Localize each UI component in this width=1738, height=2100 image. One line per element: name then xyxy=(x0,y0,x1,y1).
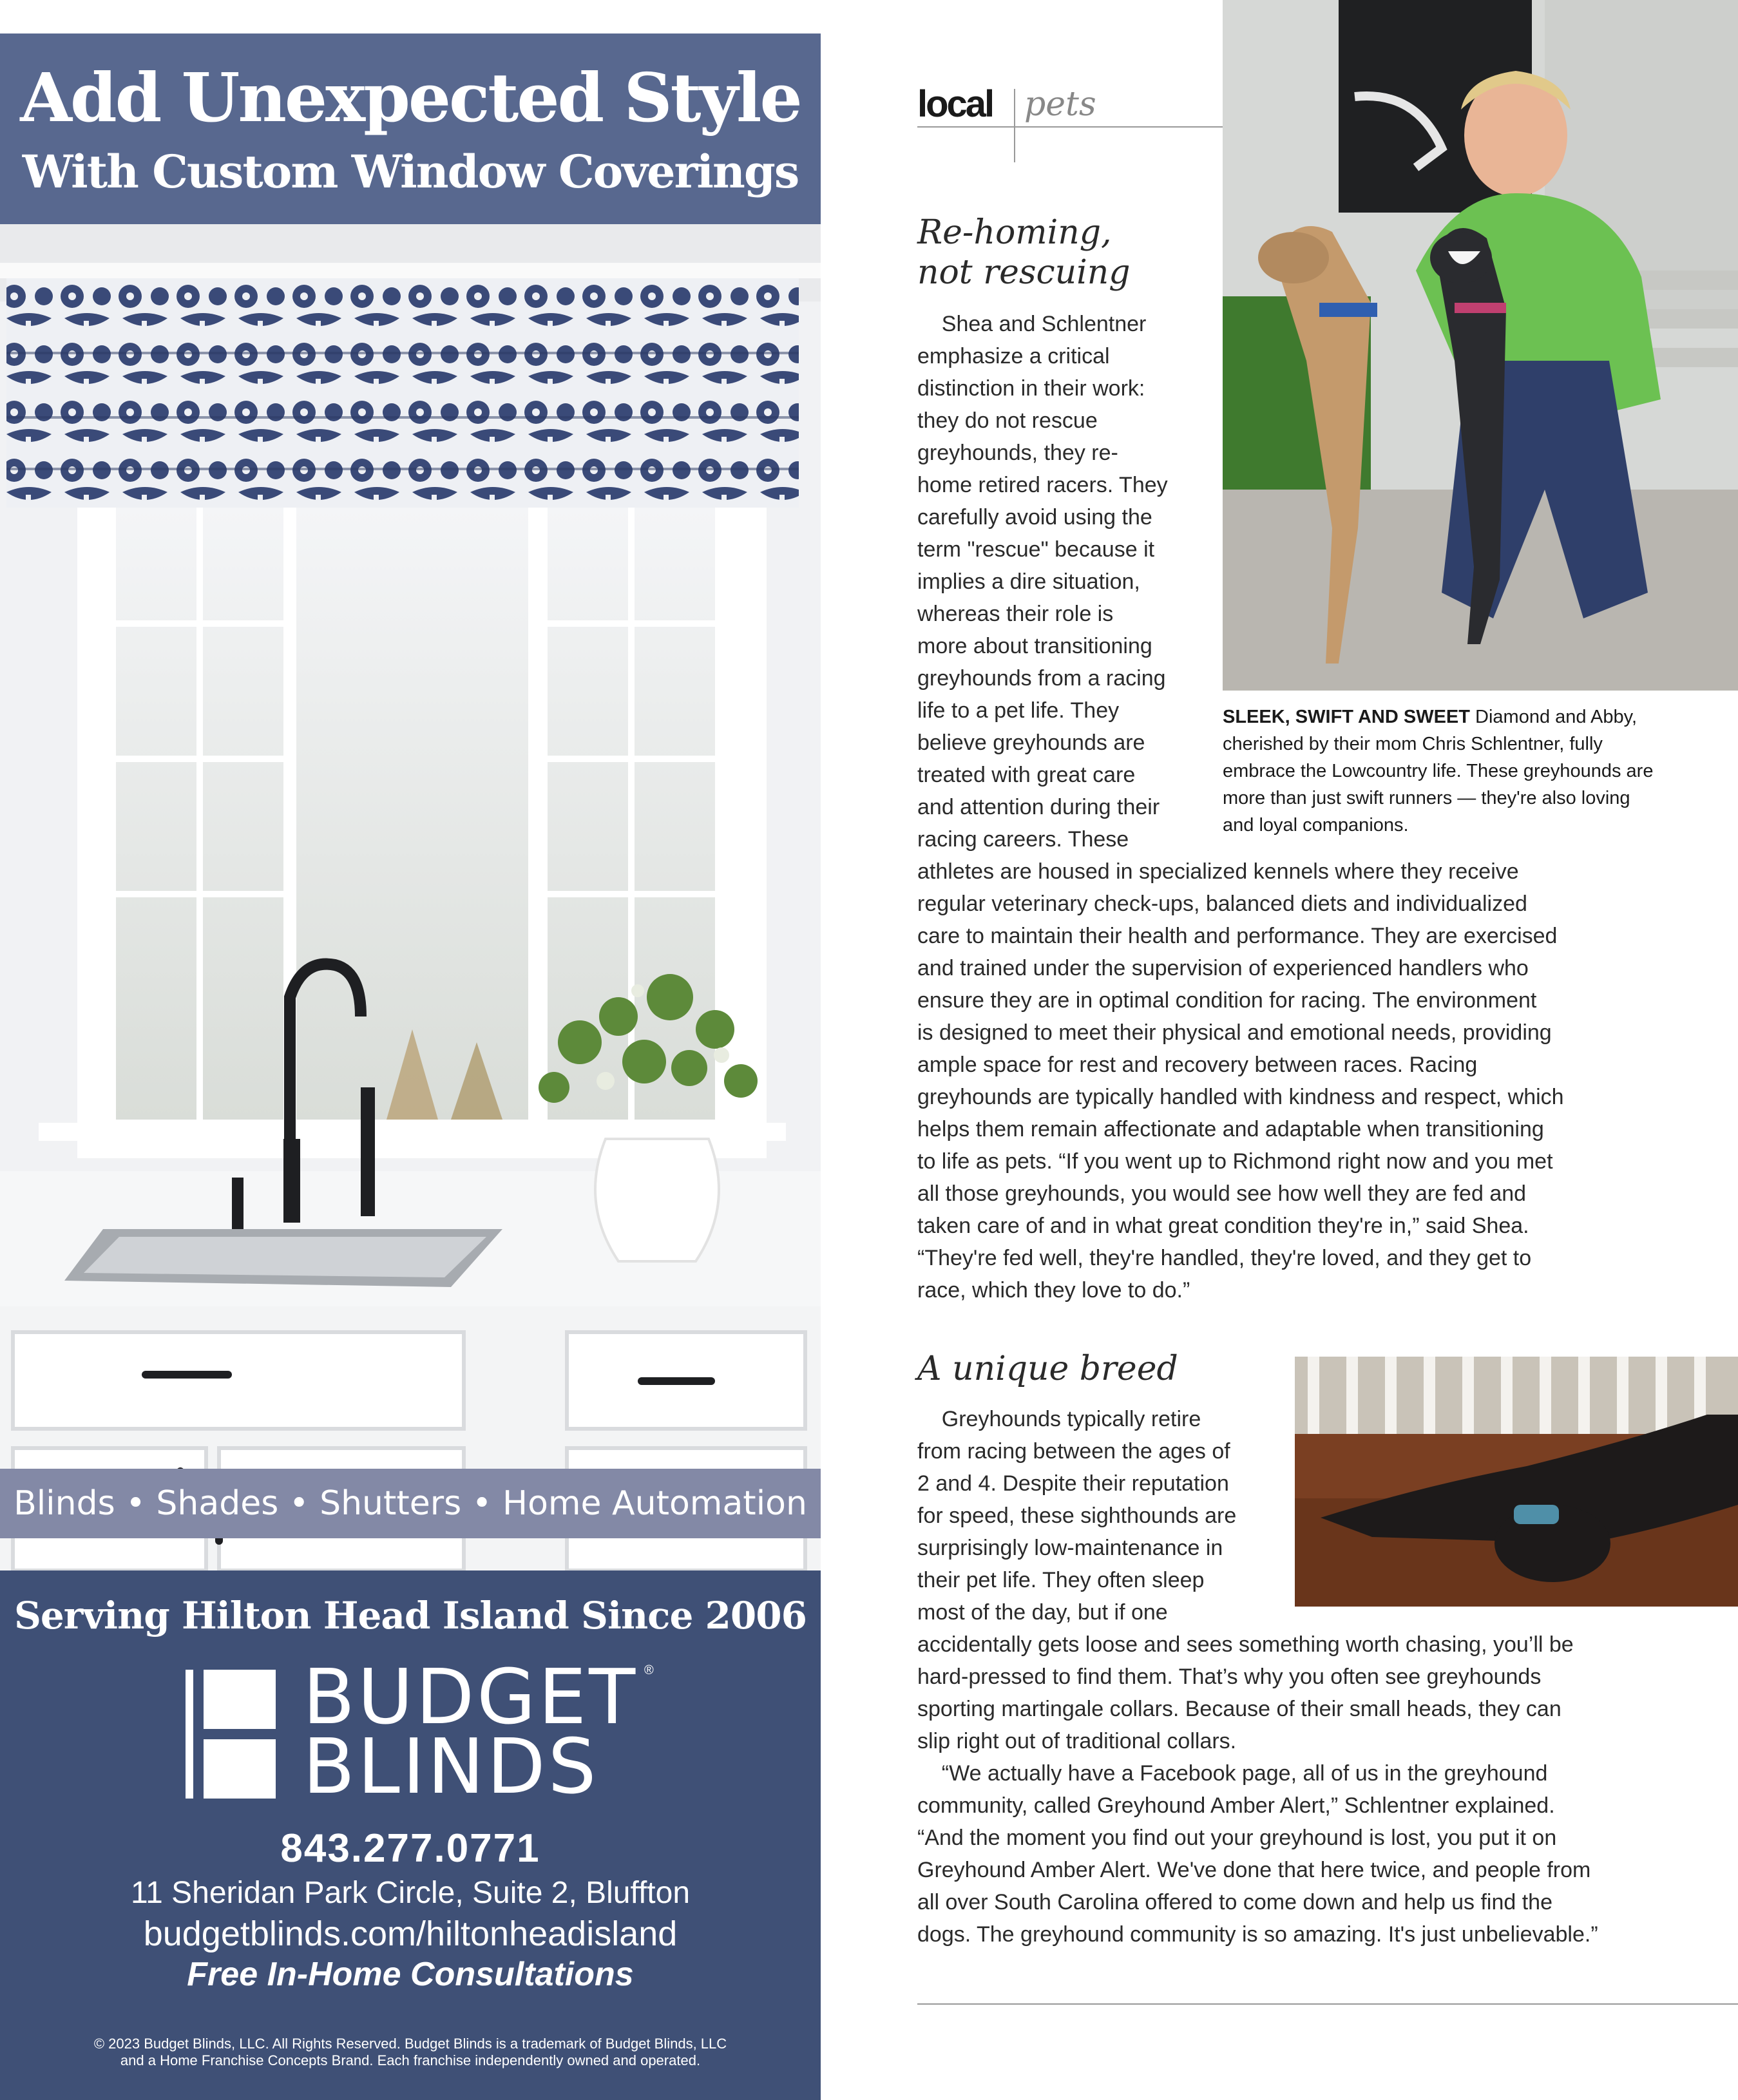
legal-notice-line: and a Home Franchise Concepts Brand. Each franchise independently owned and operated. xyxy=(120,2052,701,2068)
caption-text: and loyal companions. xyxy=(1223,815,1409,835)
article-text-line: taken care of and in what great condition they're in,” said Shea. xyxy=(917,1214,1529,1238)
article-text-line: implies a dire situation, xyxy=(917,569,1140,594)
article-text-line: emphasize a critical xyxy=(917,344,1110,368)
budget-blinds-logo-icon xyxy=(186,1670,276,1799)
article-text-line: greyhounds from a racing xyxy=(917,666,1166,691)
page-bottom-rule xyxy=(917,2003,1738,2005)
article-text-line: athletes are housed in specialized kennels where they receive xyxy=(917,859,1519,884)
article-text-line: treated with great care xyxy=(917,763,1136,787)
caption-text: Diamond and Abby, xyxy=(1469,707,1638,727)
logo-text-blinds: BLINDS xyxy=(303,1722,599,1811)
article-text-line: and attention during their xyxy=(917,795,1160,819)
caption-text: cherished by their mom Chris Schlentner, fully xyxy=(1223,734,1603,754)
article-text-line: 2 and 4. Despite their reputation xyxy=(917,1471,1229,1496)
article-text-line: their pet life. They often sleep xyxy=(917,1568,1205,1592)
article-text-line: more about transitioning xyxy=(917,634,1152,658)
subhead-line: not rescuing xyxy=(917,253,1131,292)
subhead-rehoming xyxy=(917,213,1131,292)
article-text-line: believe greyhounds are xyxy=(917,730,1145,755)
article-text-line: “And the moment you find out your greyhound is lost, you put it on xyxy=(917,1826,1557,1850)
article-text-line: carefully avoid using the xyxy=(917,505,1152,530)
article-text-line: dogs. The greyhound community is so amazing. It's just unbelievable.” xyxy=(917,1922,1598,1947)
logo-text-budget: BUDGET xyxy=(303,1652,638,1741)
article-text-line: ensure they are in optimal condition for racing. The environment xyxy=(917,988,1537,1013)
article-text-line: accidentally gets loose and sees something worth chasing, you’ll be xyxy=(917,1632,1574,1657)
article-text-line: “We actually have a Facebook page, all of us in the greyhound xyxy=(917,1761,1548,1786)
caption-text: more than just swift runners — they're also loving xyxy=(1223,788,1630,808)
article-text-line: term "rescue" because it xyxy=(917,537,1155,562)
sleeping-greyhound-photo xyxy=(1295,1357,1738,1607)
article-text-line: greyhounds, they re- xyxy=(917,441,1118,465)
caption-text: embrace the Lowcountry life. These greyhounds are xyxy=(1223,761,1654,781)
article-text-line: community, called Greyhound Amber Alert,” Schlentner explained. xyxy=(917,1793,1555,1818)
article-text-line: Shea and Schlentner xyxy=(917,312,1147,336)
section-divider xyxy=(1014,89,1015,162)
ad-contact-panel xyxy=(0,1570,821,2100)
article-text-line: surprisingly low-maintenance in xyxy=(917,1536,1223,1560)
article-text-line: home retired racers. They xyxy=(917,473,1168,497)
article-text-line: sporting martingale collars. Because of their small heads, they can xyxy=(917,1697,1561,1721)
ad-subheadline: With Custom Window Coverings xyxy=(22,145,799,198)
website-link[interactable]: budgetblinds.com/hiltonheadisland xyxy=(143,1914,678,1953)
article-text-line: all those greyhounds, you would see how well they are fed and xyxy=(917,1181,1527,1206)
services-bar: Blinds • Shades • Shutters • Home Automation xyxy=(0,1469,821,1538)
article-text-line: ample space for rest and recovery between races. Racing xyxy=(917,1053,1478,1077)
article-text-line: is designed to meet their physical and emotional needs, providing xyxy=(917,1020,1552,1045)
article-text-line: life to a pet life. They xyxy=(917,698,1120,723)
article-text-line: from racing between the ages of xyxy=(917,1439,1230,1464)
article-text-line: regular veterinary check-ups, balanced diets and individualized xyxy=(917,892,1527,916)
woman-with-greyhounds-photo xyxy=(1223,0,1738,691)
ad-header-banner xyxy=(0,33,821,224)
ad-headline: Add Unexpected Style xyxy=(20,58,801,137)
article-text-line: distinction in their work: xyxy=(917,376,1145,401)
legal-notice-line: © 2023 Budget Blinds, LLC. All Rights Reserved. Budget Blinds is a trademark of Budget Blinds, LLC xyxy=(93,2036,727,2052)
store-address: 11 Sheridan Park Circle, Suite 2, Bluffton xyxy=(130,1876,691,1910)
caption-title: SLEEK, SWIFT AND SWEET xyxy=(1223,707,1470,727)
article-text-line: for speed, these sighthounds are xyxy=(917,1503,1237,1528)
article-text-line: greyhounds are typically handled with kindness and respect, which xyxy=(917,1085,1564,1109)
budget-blinds-advertisement xyxy=(0,0,821,2100)
section-label-local: local xyxy=(917,83,993,125)
article-text-line: hard-pressed to find them. That’s why you often see greyhounds xyxy=(917,1665,1542,1689)
article-text-line: racing careers. These xyxy=(917,827,1129,852)
section-divider xyxy=(917,126,1223,128)
article-text-line: they do not rescue xyxy=(917,408,1098,433)
article-text-line: all over South Carolina offered to come down and help us find the xyxy=(917,1890,1552,1914)
article-text-line: to life as pets. “If you went up to Richmond right now and you met xyxy=(917,1149,1553,1174)
registered-mark: ® xyxy=(644,1663,654,1677)
article-text-line: care to maintain their health and performance. They are exercised xyxy=(917,924,1558,948)
article-text-line: “They're fed well, they're handled, they're loved, and they get to xyxy=(917,1246,1532,1270)
article-text-line: helps them remain affectionate and adaptable when transitioning xyxy=(917,1117,1544,1141)
article-text-line: race, which they love to do.” xyxy=(917,1278,1190,1303)
section-label-pets: pets xyxy=(1024,85,1096,124)
article-text-line: Greyhounds typically retire xyxy=(917,1407,1201,1431)
subhead-unique-breed: A unique breed xyxy=(917,1350,1178,1388)
subhead-line: Re-homing, xyxy=(917,213,1112,252)
article-text-line: whereas their role is xyxy=(917,602,1114,626)
kitchen-window-photo xyxy=(0,224,821,1570)
article-text-line: slip right out of traditional collars. xyxy=(917,1729,1237,1753)
article-text-line: most of the day, but if one xyxy=(917,1600,1168,1625)
article-text-line: and trained under the supervision of experienced handlers who xyxy=(917,956,1529,980)
serving-since-tagline: Serving Hilton Head Island Since 2006 xyxy=(14,1594,807,1637)
phone-number[interactable]: 843.277.0771 xyxy=(280,1826,540,1871)
article-text-line: Greyhound Amber Alert. We've done that here twice, and people from xyxy=(917,1858,1591,1882)
photo-caption xyxy=(1223,703,1732,839)
free-consultations-text: Free In-Home Consultations xyxy=(187,1956,634,1993)
